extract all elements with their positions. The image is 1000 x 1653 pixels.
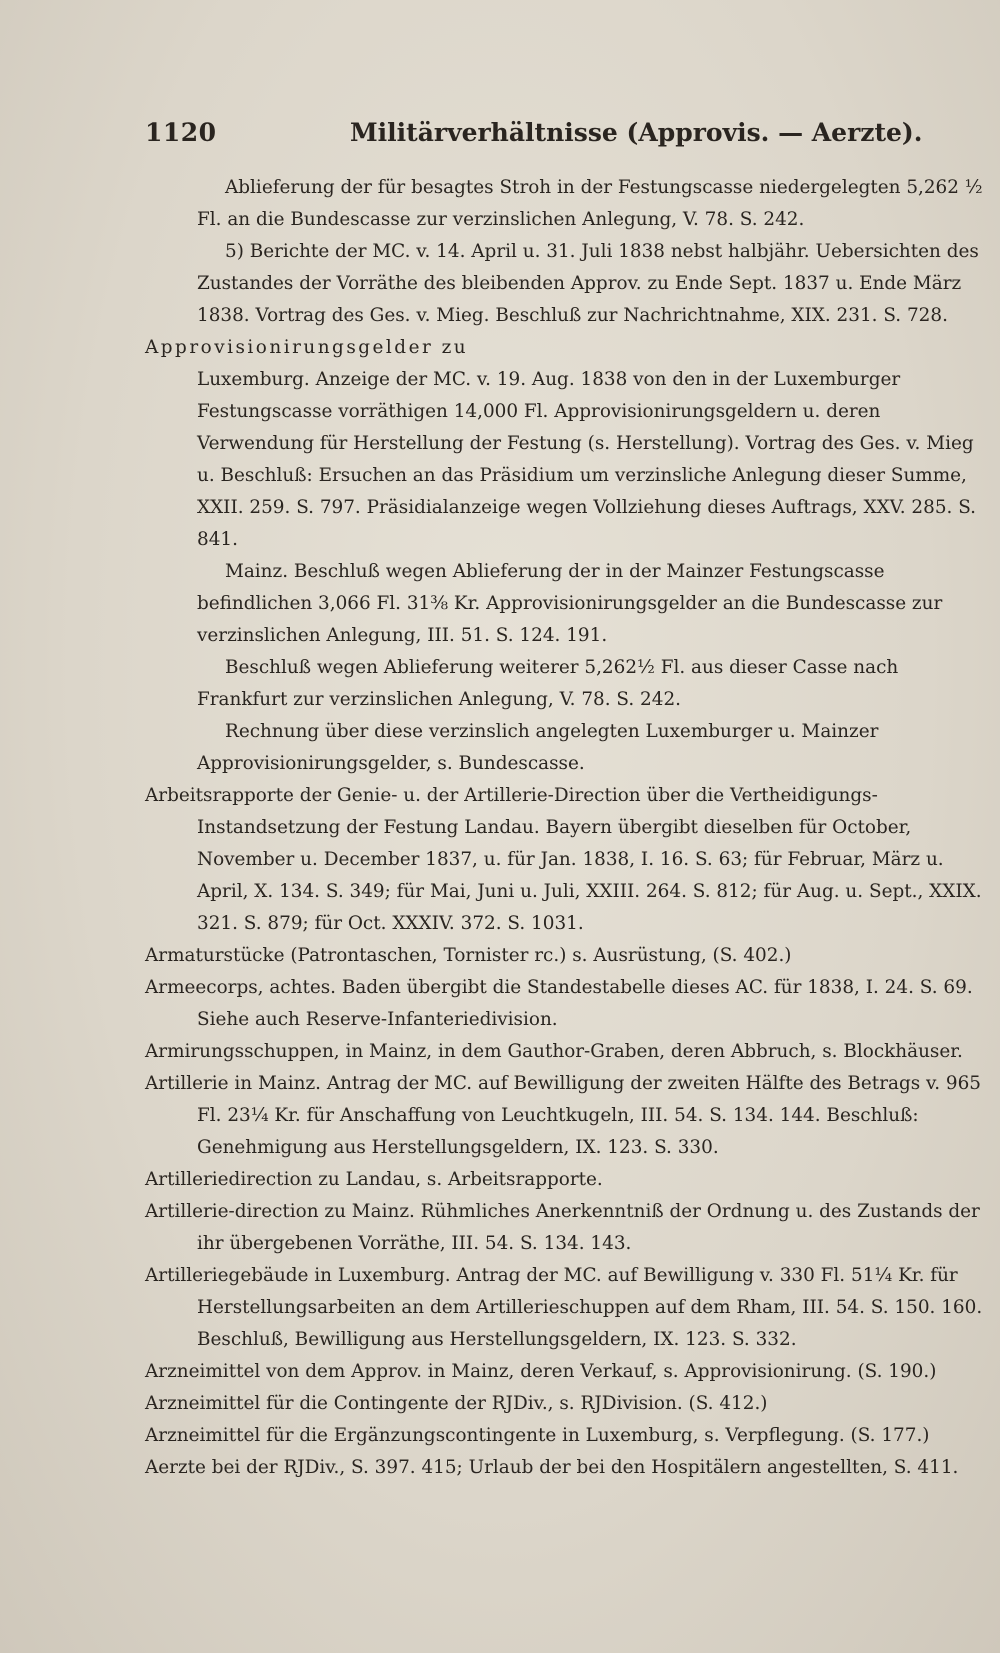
index-entry: Arbeitsrapporte der Genie- u. der Artillerie-Direction über die Vertheidigungs-Instandsetzung der Festung Landau. Bayern übergibt dieselben für October, November u. December 1837, u. für Jan. 1838, I. 16. S. 63; für Februar, März u. April, X. 134. S. 349; für Mai, Juni u. Juli, XXIII. 264. S. 812; für Aug. u. Sept., XXIX. 321. S. 879; für Oct. XXXIV. 372. S. 1031. <box>145 785 982 934</box>
page-header <box>145 118 965 158</box>
index-entry: Arzneimittel für die Ergänzungscontingente in Luxemburg, s. Verpflegung. (S. 177.) <box>145 1425 930 1446</box>
index-entry-heading: Approvisionirungsgelder zu <box>145 337 469 358</box>
index-entry: Rechnung über diese verzinslich angelegten Luxemburger u. Mainzer Approvisionirungsgelder, s. Bundescasse. <box>197 721 879 774</box>
index-entry: 5) Berichte der MC. v. 14. April u. 31. Juli 1838 nebst halbjähr. Uebersichten des Zustandes der Vorräthe des bleibenden Approv. zu Ende Sept. 1837 u. Ende März 1838. Vortrag des Ges. v. Mieg. Beschluß zur Nachrichtnahme, XIX. 231. S. 728. <box>197 241 979 326</box>
running-head: Militärverhältnisse (Approvis. — Aerzte). <box>350 118 923 147</box>
index-entry: Artilleriedirection zu Landau, s. Arbeitsrapporte. <box>145 1169 603 1190</box>
index-entry: Arzneimittel für die Contingente der RJDiv., s. RJDivision. (S. 412.) <box>145 1393 768 1414</box>
index-entry: Beschluß wegen Ablieferung weiterer 5,262½ Fl. aus dieser Casse nach Frankfurt zur verzinslichen Anlegung, V. 78. S. 242. <box>197 657 899 710</box>
index-entry: Mainz. Beschluß wegen Ablieferung der in der Mainzer Festungscasse befindlichen 3,066 Fl. 31⅜ Kr. Approvisionirungsgelder an die Bundescasse zur verzinslichen Anlegung, III. 51. S. 124. 191. <box>197 561 943 646</box>
index-body <box>145 172 985 1484</box>
index-entry: Luxemburg. Anzeige der MC. v. 19. Aug. 1838 von den in der Luxemburger Festungscasse vorräthigen 14,000 Fl. Approvisionirungsgeldern u. deren Verwendung für Herstellung der Festung (s. Herstellung). Vortrag des Ges. v. Mieg u. Beschluß: Ersuchen an das Präsidium um verzinsliche Anlegung dieser Summe, XXII. 259. S. 797. Präsidialanzeige wegen Vollziehung dieses Auftrags, XXV. 285. S. 841. <box>197 369 976 550</box>
index-entry: Arzneimittel von dem Approv. in Mainz, deren Verkauf, s. Approvisionirung. (S. 190.) <box>145 1361 937 1382</box>
index-entry: Aerzte bei der RJDiv., S. 397. 415; Urlaub der bei den Hospitälern angestellten, S. 411. <box>145 1457 959 1478</box>
page-number: 1120 <box>145 118 217 147</box>
index-entry: Ablieferung der für besagtes Stroh in der Festungscasse niedergelegten 5,262 ½ Fl. an die Bundescasse zur verzinslichen Anlegung, V. 78. S. 242. <box>197 177 983 230</box>
index-entry: Armirungsschuppen, in Mainz, in dem Gauthor-Graben, deren Abbruch, s. Blockhäuser. <box>145 1041 963 1062</box>
index-entry: Armeecorps, achtes. Baden übergibt die Standestabelle dieses AC. für 1838, I. 24. S. 69. Siehe auch Reserve-Infanteriedivision. <box>145 977 973 1030</box>
index-entry: Artillerie in Mainz. Antrag der MC. auf Bewilligung der zweiten Hälfte des Betrags v. 965 Fl. 23¼ Kr. für Anschaffung von Leuchtkugeln, III. 54. S. 134. 144. Beschluß: Genehmigung aus Herstellungsgeldern, IX. 123. S. 330. <box>145 1073 982 1158</box>
index-entry: Armaturstücke (Patrontaschen, Tornister rc.) s. Ausrüstung, (S. 402.) <box>145 945 792 966</box>
index-entry: Artillerie-direction zu Mainz. Rühmliches Anerkenntniß der Ordnung u. des Zustands der ihr übergebenen Vorräthe, III. 54. S. 134. 143. <box>145 1201 980 1254</box>
index-entry: Artilleriegebäude in Luxemburg. Antrag der MC. auf Bewilligung v. 330 Fl. 51¼ Kr. für Herstellungsarbeiten an dem Artillerieschuppen auf dem Rham, III. 54. S. 150. 160. Beschluß, Bewilligung aus Herstellungsgeldern, IX. 123. S. 332. <box>145 1265 983 1350</box>
